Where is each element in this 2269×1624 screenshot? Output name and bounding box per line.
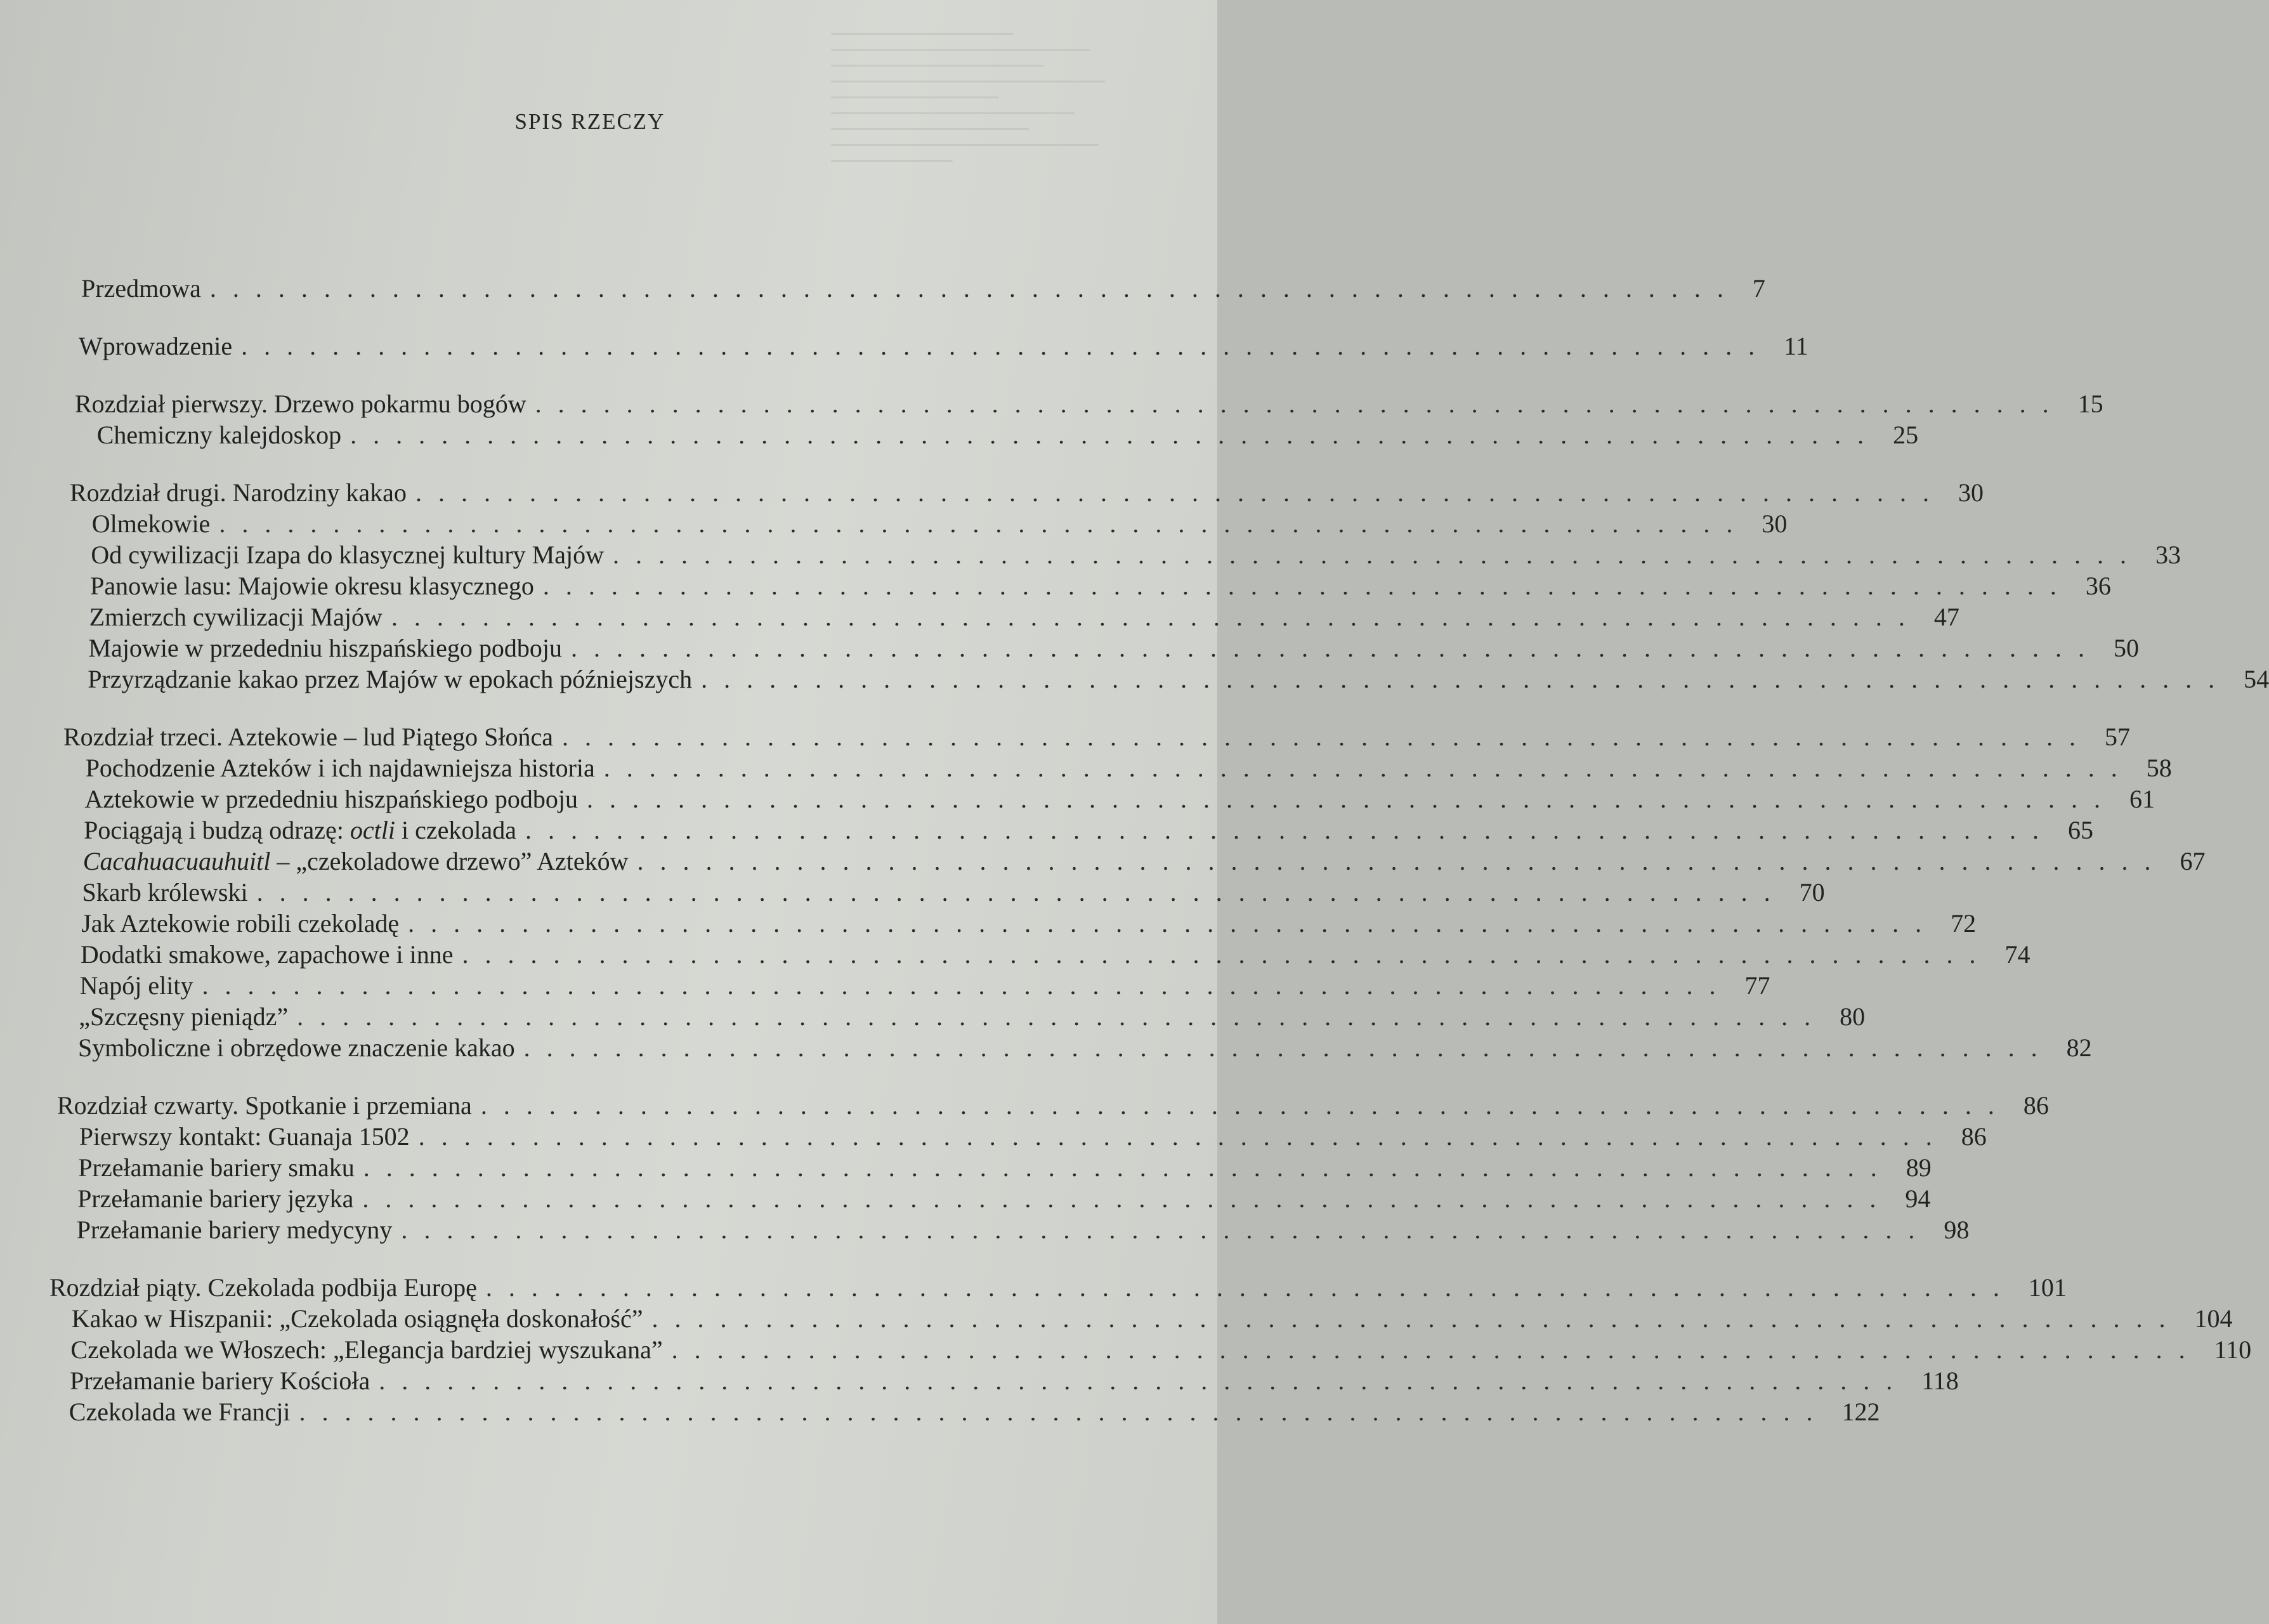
- page-number: 98: [1944, 1215, 1970, 1244]
- dot-leader: ...................................................................: [701, 665, 2232, 693]
- toc-subentry[interactable]: [82, 846, 2206, 877]
- toc-entry-label: Wprowadzenie: [79, 332, 233, 360]
- dot-leader: ...................................................................: [603, 754, 2134, 782]
- toc-subentry[interactable]: [80, 939, 2030, 970]
- toc-subentry[interactable]: [70, 1365, 1959, 1396]
- dot-leader: ...................................................................: [415, 478, 1945, 507]
- dot-leader: ...................................................................: [586, 785, 2117, 813]
- page-number: 74: [2004, 940, 2030, 969]
- toc-subentry[interactable]: [69, 1396, 1880, 1427]
- page-number: 77: [1744, 971, 1770, 1000]
- dot-leader: ...................................................................: [379, 1366, 1909, 1395]
- toc-entry-label: Napój elity: [79, 971, 193, 1000]
- toc-entry-label: Czekolada we Włoszech: „Elegancja bardziej wyszukana”: [70, 1335, 663, 1364]
- toc-subentry[interactable]: [88, 632, 2140, 664]
- page-number: 82: [2066, 1033, 2092, 1062]
- toc-entry-label: „Szczęsny pieniądz”: [79, 1002, 289, 1031]
- toc-group: [0, 477, 2269, 695]
- toc-entry[interactable]: [49, 1272, 2067, 1303]
- page-number: 80: [1840, 1002, 1866, 1031]
- toc-subentry[interactable]: [77, 1183, 1931, 1214]
- toc-entry[interactable]: [63, 721, 2130, 752]
- toc-subentry[interactable]: [78, 1032, 2092, 1063]
- toc-entry-label: [84, 815, 516, 846]
- page-number: 110: [2214, 1335, 2252, 1364]
- toc-entry-label: Dodatki smakowe, zapachowe i inne: [80, 940, 454, 969]
- dot-leader: ...................................................................: [637, 847, 2168, 875]
- page-number: 36: [2085, 572, 2111, 600]
- dot-leader: ...................................................................: [571, 634, 2102, 662]
- toc-entry-label: Skarb królewski: [82, 878, 248, 907]
- page-number: 25: [1893, 421, 1919, 449]
- toc-entry[interactable]: [81, 273, 1765, 304]
- toc-entry-label: Przedmowa: [81, 274, 201, 303]
- dot-leader: ...................................................................: [613, 540, 2143, 569]
- toc-subentry[interactable]: [90, 570, 2111, 601]
- toc-entry-label: Kakao w Hiszpanii: „Czekolada osiągnęła doskonałość”: [71, 1304, 643, 1333]
- toc-entry-label: Rozdział trzeci. Aztekowie – lud Piątego Słońca: [63, 723, 553, 751]
- toc-entry-label-part: Pociągają i budzą odrazę:: [84, 816, 350, 844]
- page-number: 57: [2105, 723, 2130, 751]
- page-number: 54: [2244, 665, 2269, 693]
- toc-subentry[interactable]: [85, 752, 2172, 783]
- dot-leader: ...................................................................: [219, 509, 1749, 538]
- dot-leader: ...................................................................: [523, 1033, 2054, 1062]
- toc-subentry[interactable]: [84, 783, 2155, 815]
- dot-leader: ...................................................................: [485, 1273, 2016, 1302]
- page-title: SPIS RZECZY: [514, 109, 665, 134]
- toc-entry[interactable]: [75, 388, 2103, 419]
- dot-leader: ...................................................................: [256, 878, 1787, 907]
- toc-entry[interactable]: [79, 331, 1808, 362]
- dot-leader: ...................................................................: [562, 723, 2092, 751]
- toc-entry-label-italic: Cacahuacuauhuitl: [82, 847, 271, 875]
- toc-entry-label: Symboliczne i obrzędowe znaczenie kakao: [78, 1033, 515, 1062]
- dot-leader: ...................................................................: [542, 572, 2073, 600]
- page-number: 89: [1906, 1153, 1932, 1182]
- toc-entry-label: Przełamanie bariery Kościoła: [70, 1366, 370, 1395]
- toc-entry-label: Pierwszy kontakt: Guanaja 1502: [79, 1122, 410, 1151]
- page-number: 65: [2068, 816, 2093, 844]
- toc-entry-label-part: – „czekoladowe drzewo” Azteków: [270, 847, 629, 875]
- toc-group: [0, 273, 1765, 304]
- page-number: 30: [1762, 509, 1788, 538]
- page-number: 11: [1784, 332, 1808, 360]
- toc-subentry[interactable]: [91, 539, 2181, 570]
- dot-leader: ...................................................................: [362, 1184, 1893, 1213]
- toc-subentry[interactable]: [84, 815, 2093, 846]
- toc-entry-label-part: i czekolada: [395, 816, 516, 844]
- page-number: 118: [1921, 1366, 1959, 1395]
- page-number: 7: [1752, 274, 1765, 303]
- toc-entry-label: Czekolada we Francji: [69, 1398, 291, 1426]
- toc-entry-label-italic: octli: [350, 816, 395, 844]
- toc-subentry[interactable]: [76, 1214, 1970, 1245]
- toc-subentry[interactable]: [81, 908, 1977, 939]
- toc-entry-label: Przełamanie bariery smaku: [78, 1153, 355, 1182]
- page-number: 67: [2180, 847, 2206, 875]
- dot-leader: ...................................................................: [401, 1215, 1932, 1244]
- toc-entry-label: Zmierzch cywilizacji Majów: [89, 603, 383, 631]
- toc-entry-label: Rozdział pierwszy. Drzewo pokarmu bogów: [75, 390, 526, 418]
- toc-subentry[interactable]: [96, 419, 1919, 450]
- toc-entry-label: Rozdział drugi. Narodziny kakao: [70, 478, 407, 507]
- toc-entry-label: Od cywilizacji Izapa do klasycznej kultury Majów: [91, 540, 605, 569]
- toc-entry-label: Rozdział czwarty. Spotkanie i przemiana: [57, 1091, 472, 1120]
- dot-leader: ...................................................................: [480, 1091, 2011, 1120]
- dot-leader: ...................................................................: [350, 421, 1881, 449]
- toc-entry[interactable]: [70, 477, 1984, 508]
- page-number: 33: [2155, 540, 2181, 569]
- page-number: 86: [1961, 1122, 1987, 1151]
- page-number: 122: [1841, 1398, 1880, 1426]
- toc-entry-label: Jak Aztekowie robili czekoladę: [81, 909, 400, 938]
- page-number: 101: [2028, 1273, 2067, 1302]
- page-number: 70: [1799, 878, 1825, 907]
- toc-entry-label: Panowie lasu: Majowie okresu klasycznego: [90, 572, 534, 600]
- toc-entry-label: Pochodzenie Azteków i ich najdawniejsza historia: [85, 754, 595, 782]
- page-number: 30: [1958, 478, 1984, 507]
- dot-leader: ...................................................................: [391, 603, 1921, 631]
- toc-subentry[interactable]: [88, 664, 2269, 695]
- dot-leader: ...................................................................: [209, 274, 1740, 303]
- toc-subentry[interactable]: [78, 1152, 1932, 1183]
- page-number: 94: [1905, 1184, 1931, 1213]
- dot-leader: ...................................................................: [671, 1335, 2202, 1364]
- toc-subentry[interactable]: [82, 877, 1825, 908]
- toc-entry-label: [83, 846, 629, 877]
- toc-entry-label: Majowie w przededniu hiszpańskiego podboju: [88, 634, 563, 662]
- page-number: 86: [2023, 1091, 2049, 1120]
- toc-group: [0, 1090, 2049, 1245]
- page-number: 15: [2077, 390, 2103, 418]
- toc-entry-label: Aztekowie w przededniu hiszpańskiego podboju: [84, 785, 578, 813]
- toc-entry-label: Przyrządzanie kakao przez Majów w epokach późniejszych: [88, 665, 693, 693]
- page-number: 61: [2129, 785, 2155, 813]
- dot-leader: ...................................................................: [202, 971, 1732, 1000]
- toc-subentry[interactable]: [79, 1001, 1866, 1032]
- page-number: 47: [1933, 603, 1959, 631]
- toc-entry-label: Przełamanie bariery języka: [77, 1184, 354, 1213]
- dot-leader: ...................................................................: [299, 1398, 1829, 1426]
- dot-leader: ...................................................................: [462, 940, 1992, 969]
- page-number: 50: [2114, 634, 2140, 662]
- toc-entry-label: Rozdział piąty. Czekolada podbija Europę: [49, 1273, 477, 1302]
- toc-group: [0, 388, 2103, 450]
- toc-subentry[interactable]: [79, 1121, 1987, 1152]
- dot-leader: ...................................................................: [535, 390, 2065, 418]
- dot-leader: ...................................................................: [651, 1304, 2182, 1333]
- page-number: 72: [1951, 909, 1977, 938]
- toc-subentry[interactable]: [89, 601, 1959, 632]
- dot-leader: ...................................................................: [525, 816, 2055, 844]
- toc-group: [0, 331, 1808, 362]
- toc-entry[interactable]: [57, 1090, 2049, 1121]
- toc-subentry[interactable]: [91, 508, 1788, 539]
- toc-entry-label: Przełamanie bariery medycyny: [76, 1215, 393, 1244]
- dot-leader: ...................................................................: [363, 1153, 1893, 1182]
- toc-subentry[interactable]: [79, 970, 1770, 1001]
- toc-subentry[interactable]: [70, 1334, 2252, 1365]
- dot-leader: ...................................................................: [241, 332, 1772, 360]
- toc-entry-label: Chemiczny kalejdoskop: [96, 421, 342, 449]
- dot-leader: ...................................................................: [418, 1122, 1949, 1151]
- dot-leader: ...................................................................: [297, 1002, 1828, 1031]
- dot-leader: ...................................................................: [408, 909, 1939, 938]
- toc-subentry[interactable]: [71, 1303, 2233, 1334]
- toc-entry-label: Olmekowie: [91, 509, 211, 538]
- page-number: 104: [2194, 1304, 2233, 1333]
- toc-group: [0, 1272, 2252, 1427]
- table-of-contents: [0, 273, 2269, 1454]
- toc-group: [0, 721, 2206, 1063]
- page-number: 58: [2146, 754, 2172, 782]
